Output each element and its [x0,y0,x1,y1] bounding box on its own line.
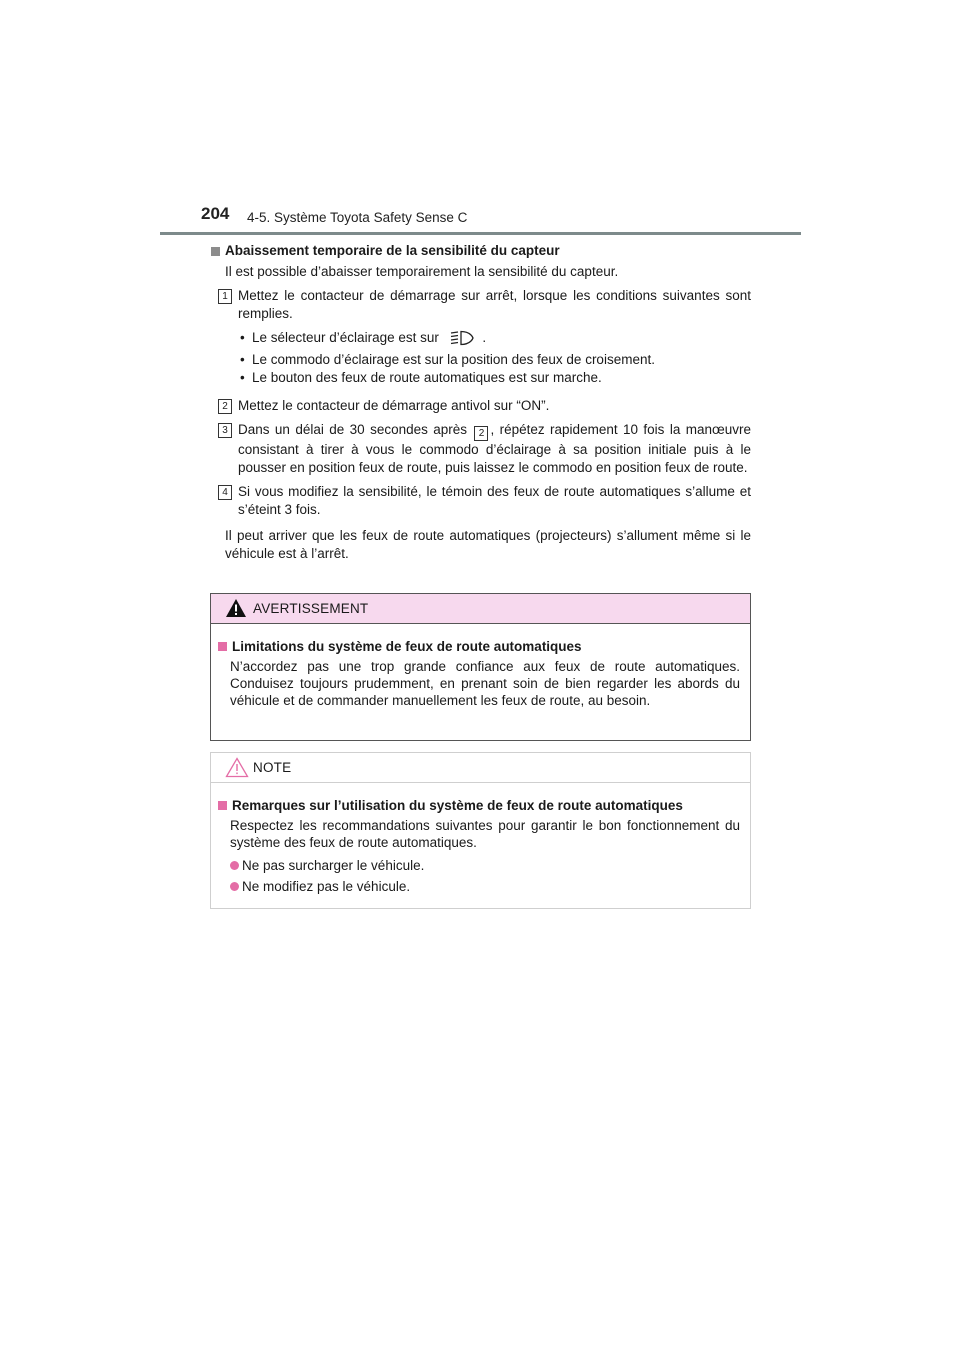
step-text: Mettez le contacteur de démarrage antivol sur “ON”. [238,398,550,413]
warning-triangle-icon [225,598,247,623]
note-box [210,752,751,909]
note-text: Respectez les recommandations suivantes pour garantir le bon fonctionnement du système des feux de route automatiques. [230,818,740,850]
note-item-text: Ne pas surcharger le véhicule. [242,858,425,873]
square-bullet-icon [218,801,227,810]
circle-bullet-icon [230,882,239,891]
main-content [211,242,751,563]
list-item [238,329,751,351]
list-item: • Le bouton des feux de route automatiques est sur marche. [238,369,751,387]
step-2 [222,397,751,415]
step-1 [222,287,751,323]
square-bullet-icon [218,642,227,651]
chapter-title: 4-5. Système Toyota Safety Sense C [247,210,468,225]
warning-label: AVERTISSEMENT [253,601,369,616]
warning-header [211,594,750,624]
headlight-icon [449,330,475,351]
list-item: • Le commodo d’éclairage est sur la position des feux de croisement. [238,351,751,369]
section-title: Abaissement temporaire de la sensibilité du capteur [225,243,560,258]
note-heading-text: Remarques sur l’utilisation du système de feux de route automatiques [232,798,683,813]
page-number: 204 [201,204,230,223]
conditions-list [238,329,751,387]
step-4 [222,483,751,519]
warning-text: N’accordez pas une trop grande confiance aux feux de route automatiques. Conduisez toujours prudemment, en prenant soin de bien regarder les abords du véhicule et de commander manuellement les feux de route, au besoin. [230,659,740,708]
warning-heading [218,638,740,655]
warning-box [210,593,751,741]
condition-suffix: . [482,330,487,345]
note-header [211,753,750,783]
square-bullet-icon [211,247,220,256]
warning-heading-text: Limitations du système de feux de route automatiques [232,639,582,654]
note-label: NOTE [253,760,292,775]
note-body [211,783,750,895]
step-text-after: , répétez rapidement 10 fois la manœuvre consistant à tirer à vous le commodo d’éclairage à sa position initiale puis à le pousser en position feux de route, puis laissez le commodo en position feux de route. [238,422,751,475]
step-number-badge: 1 [218,289,232,304]
caution-triangle-outline-icon [225,757,249,783]
condition-text: Le sélecteur d’éclairage est sur [252,330,439,345]
note-heading [218,797,740,814]
step-number-badge: 3 [218,423,232,438]
step-text: Mettez le contacteur de démarrage sur arrêt, lorsque les conditions suivantes sont remplies. [238,288,751,321]
circle-bullet-icon [230,861,239,870]
closing-paragraph: Il peut arriver que les feux de route automatiques (projecteurs) s’allument même si le véhicule est à l’arrêt. [225,528,751,561]
section-heading [211,242,751,260]
note-list [230,857,740,895]
step-text-before: Dans un délai de 30 secondes après [238,422,468,437]
warning-body [211,624,750,709]
list-item [230,857,740,874]
step-3 [222,421,751,477]
step-number-badge: 4 [218,485,232,500]
header-rule [160,232,801,235]
step-text: Si vous modifiez la sensibilité, le témoin des feux de route automatiques s’allume et s’éteint 3 fois. [238,484,751,517]
list-item [230,878,740,895]
note-item-text: Ne modifiez pas le véhicule. [242,879,411,894]
section-intro: Il est possible d’abaisser temporairement la sensibilité du capteur. [225,264,619,279]
step-number-badge: 2 [218,399,232,414]
step-reference-badge: 2 [474,426,488,441]
